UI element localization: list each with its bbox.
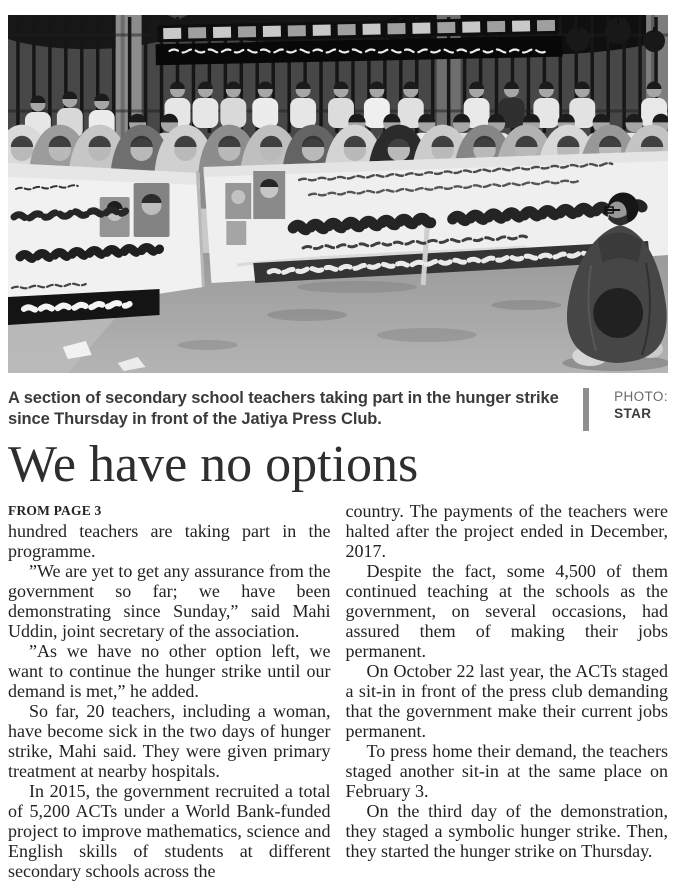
paragraph: country. The payments of the teachers were halted after the project ended in December, 2017. [345,501,668,562]
headline: We have no options [8,436,419,493]
paragraph: On the third day of the demonstration, they staged a symbolic hunger strike. Then, they started the hunger strike on Thursday. [345,801,668,862]
photo-credit-value: STAR [614,406,652,421]
photo-credit [614,388,668,422]
photo-caption: A section of secondary school teachers taking part in the hunger strike since Thursday in front of the Jatiya Press Club. [8,389,559,428]
article-photo-illustration [8,15,668,373]
caption-row [8,388,668,431]
paragraph: ”As we have no other option left, we want to continue the hunger strike until our demand is met,” he added. [8,641,331,702]
caption-divider [583,388,589,431]
article-column-1 [8,501,331,881]
paragraph: ”We are yet to get any assurance from the government so far; we have been demonstrating since Sunday,” said Mahi Uddin, joint secretary of the association. [8,561,331,642]
paragraph: Despite the fact, some 4,500 of them continued teaching at the schools as the government, on several occasions, had assured them of making their jobs permanent. [345,561,668,662]
article-photo [8,15,668,373]
paragraph: In 2015, the government recruited a total of 5,200 ACTs under a World Bank-funded project to improve mathematics, science and English skills of students at different secondary schools across the [8,781,331,882]
article-column-2 [346,501,669,881]
paragraph: On October 22 last year, the ACTs staged a sit-in in front of the press club demanding that the government make their current jobs permanent. [345,661,668,742]
flag-circle [593,288,643,338]
paragraph: To press home their demand, the teachers staged another sit-in at the same place on February 3. [345,741,668,802]
photo-credit-label: PHOTO: [614,389,668,404]
continuation-kicker: FROM PAGE 3 [8,503,102,519]
paragraph: hundred teachers are taking part in the programme. [8,521,331,562]
article-body [8,501,668,881]
paragraph: So far, 20 teachers, including a woman, have become sick in the two days of hunger strike, Mahi said. They were given primary treatment at nearby hospitals. [8,701,331,782]
